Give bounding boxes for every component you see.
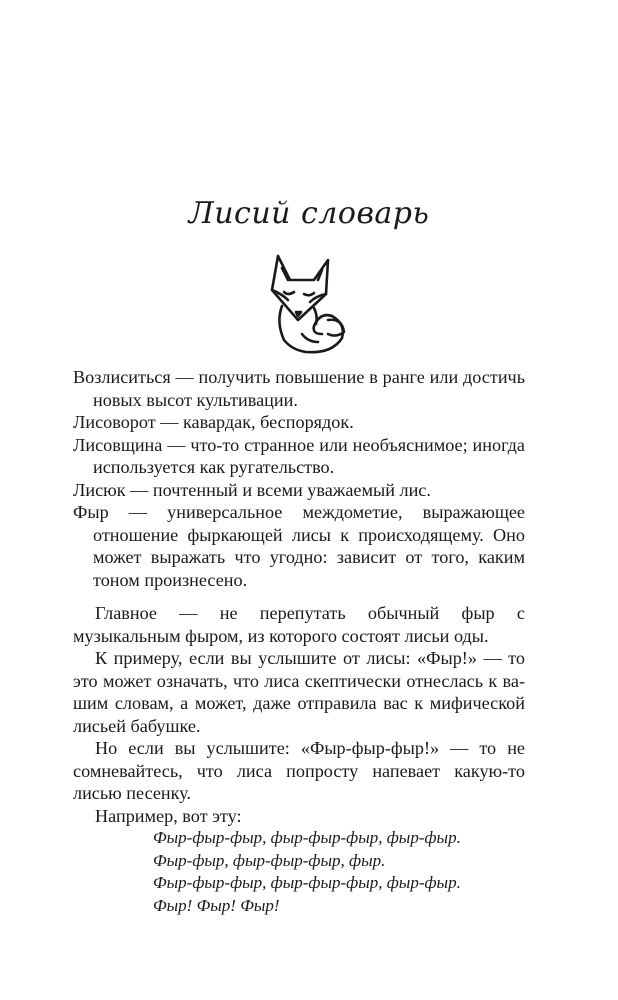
glossary-entry: Возлиситься — получить повышение в ранге или достичь новых высот культивации. — [73, 367, 525, 410]
paragraph: Но если вы услышите: «Фыр-фыр-фыр!» — то не сомневайтесь, что лиса попросту напевает какую-то лисью песенку. — [73, 738, 525, 803]
fox-icon — [258, 250, 362, 360]
paragraph: Главное — не перепутать обычный фыр с музыкальным фыром, из которого состоят лисьи оды. — [73, 603, 525, 646]
poem-line: Фыр-фыр-фыр, фыр-фыр-фыр, фыр-фыр. — [153, 828, 461, 847]
glossary-entry: Фыр — универсальное междометие, выражающее отношение фыркающей лисы к происходящему. Оно может выражать что угодно: зависит от того, каким тоном произнесено. — [73, 502, 525, 590]
page-title: Лисий словарь — [188, 196, 430, 231]
glossary-list — [73, 366, 525, 591]
glossary-entry: Лисюк — почтенный и всеми уважаемый лис. — [73, 479, 431, 500]
body-text — [73, 602, 525, 917]
poem-line: Фыр-фыр-фыр, фыр-фыр-фыр, фыр-фыр. — [153, 873, 461, 892]
paragraph: К примеру, если вы услышите от лисы: «Фыр!» — то это может означать, что лиса скептически отнеслась к вашим словам, а может, даже отправила вас к мифической лисьей бабушке. — [73, 648, 525, 736]
poem — [153, 827, 525, 917]
poem-line: Фыр! Фыр! Фыр! — [153, 895, 280, 915]
poem-line: Фыр-фыр, фыр-фыр-фыр, фыр. — [153, 850, 386, 870]
glossary-entry: Лисоворот — кавардак, беспорядок. — [73, 412, 354, 432]
paragraph: Например, вот эту: — [95, 805, 242, 826]
glossary-entry: Лисовщина — что-то странное или необъяснимое; иногда используется как ругательство. — [73, 434, 525, 477]
